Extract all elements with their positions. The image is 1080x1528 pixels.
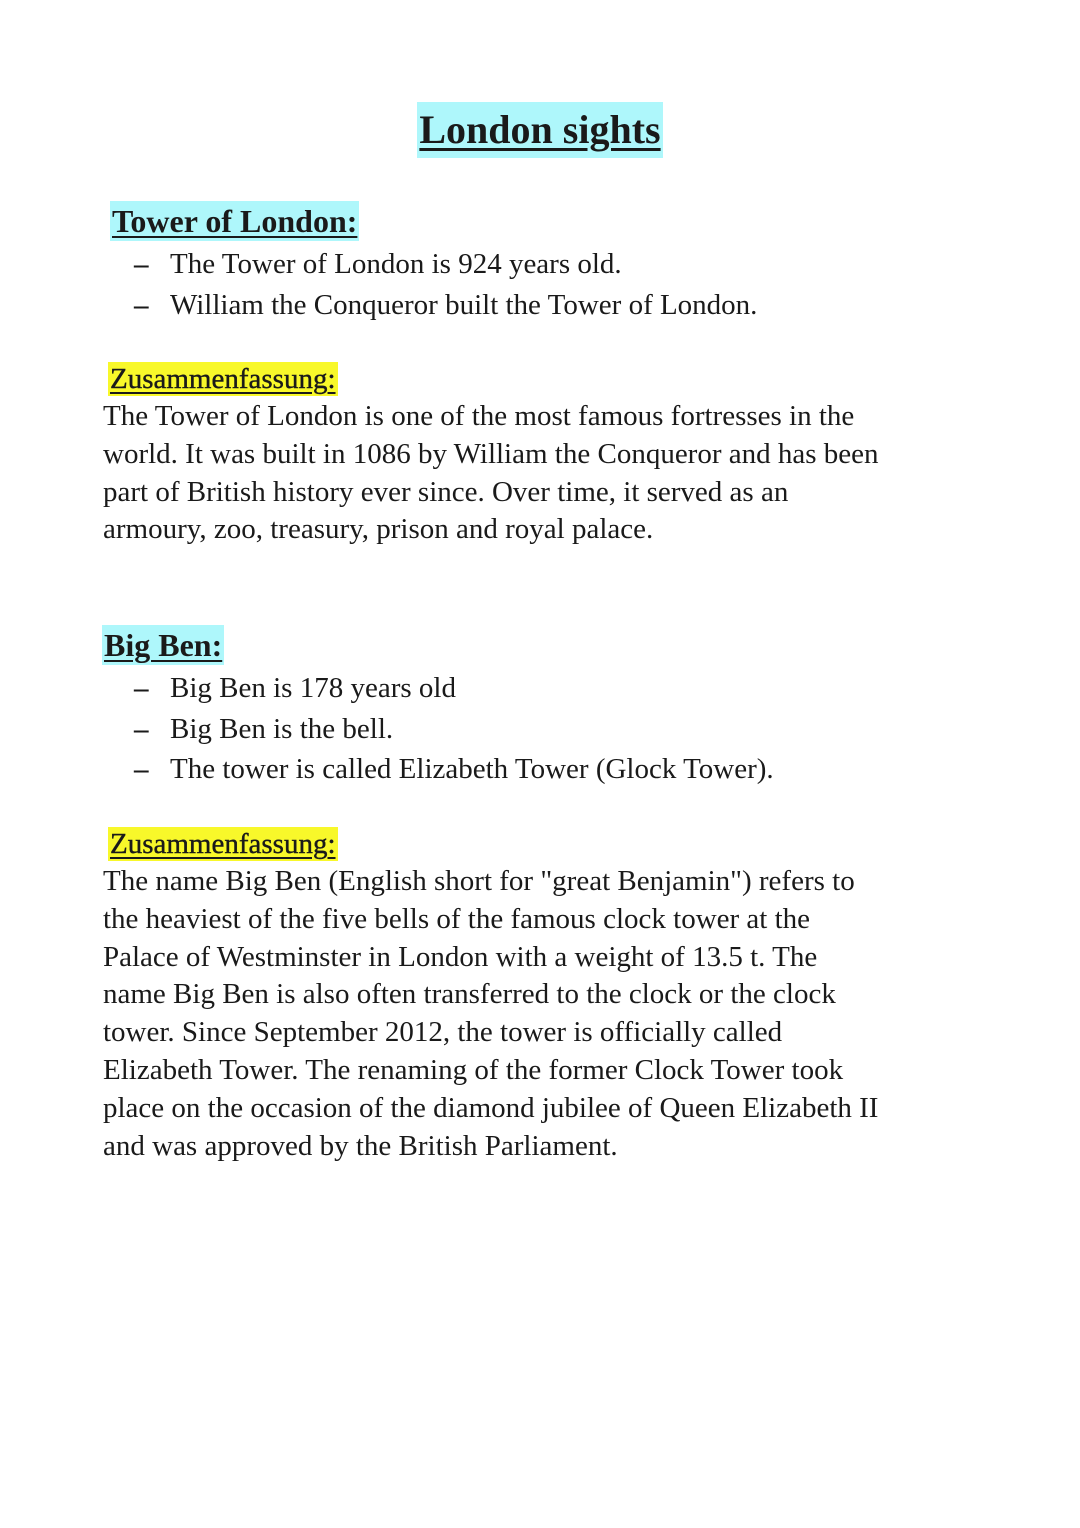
summary-line: Elizabeth Tower. The renaming of the former Clock Tower took [103, 1053, 844, 1086]
summary-paragraph-big-ben [103, 863, 983, 1165]
summary-line: place on the occasion of the diamond jubilee of Queen Elizabeth II [103, 1091, 879, 1124]
list-item: – Big Ben is the bell. [134, 709, 774, 750]
summary-line: the heaviest of the five bells of the famous clock tower at the [103, 902, 811, 935]
summary-line: name Big Ben is also often transferred to the clock or the clock [103, 978, 836, 1011]
section-heading-tower-of-london: Tower of London: [112, 203, 358, 239]
summary-line: The Tower of London is one of the most famous fortresses in the [103, 400, 855, 432]
page-title: London sights [417, 102, 662, 158]
list-item: – Big Ben is 178 years old [134, 668, 774, 709]
list-item: – The tower is called Elizabeth Tower (Glock Tower). [134, 749, 774, 790]
list-item: – William the Conqueror built the Tower of London. [134, 285, 757, 326]
summary-line: tower. Since September 2012, the tower is officially called [103, 1016, 783, 1049]
summary-line: part of British history ever since. Over time, it served as an [103, 475, 789, 508]
bullet-list-big-ben [134, 668, 774, 790]
summary-line: armoury, zoo, treasury, prison and royal palace. [103, 513, 654, 546]
summary-line: The name Big Ben (English short for "great Benjamin") refers to [103, 865, 855, 897]
summary-line: world. It was built in 1086 by William the Conqueror and has been [103, 437, 879, 470]
summary-heading-big-ben: Zusammenfassung: [110, 828, 336, 860]
summary-heading-tower-of-london: Zusammenfassung: [110, 363, 336, 395]
summary-line: Palace of Westminster in London with a weight of 13.5 t. The [103, 940, 818, 973]
section-heading-big-ben: Big Ben: [104, 627, 223, 663]
summary-paragraph-tower-of-london [103, 398, 983, 549]
summary-line: and was approved by the British Parliament. [103, 1129, 618, 1162]
list-item: – The Tower of London is 924 years old. [134, 244, 757, 285]
title-container [0, 102, 1080, 158]
bullet-list-tower-of-london [134, 244, 757, 325]
